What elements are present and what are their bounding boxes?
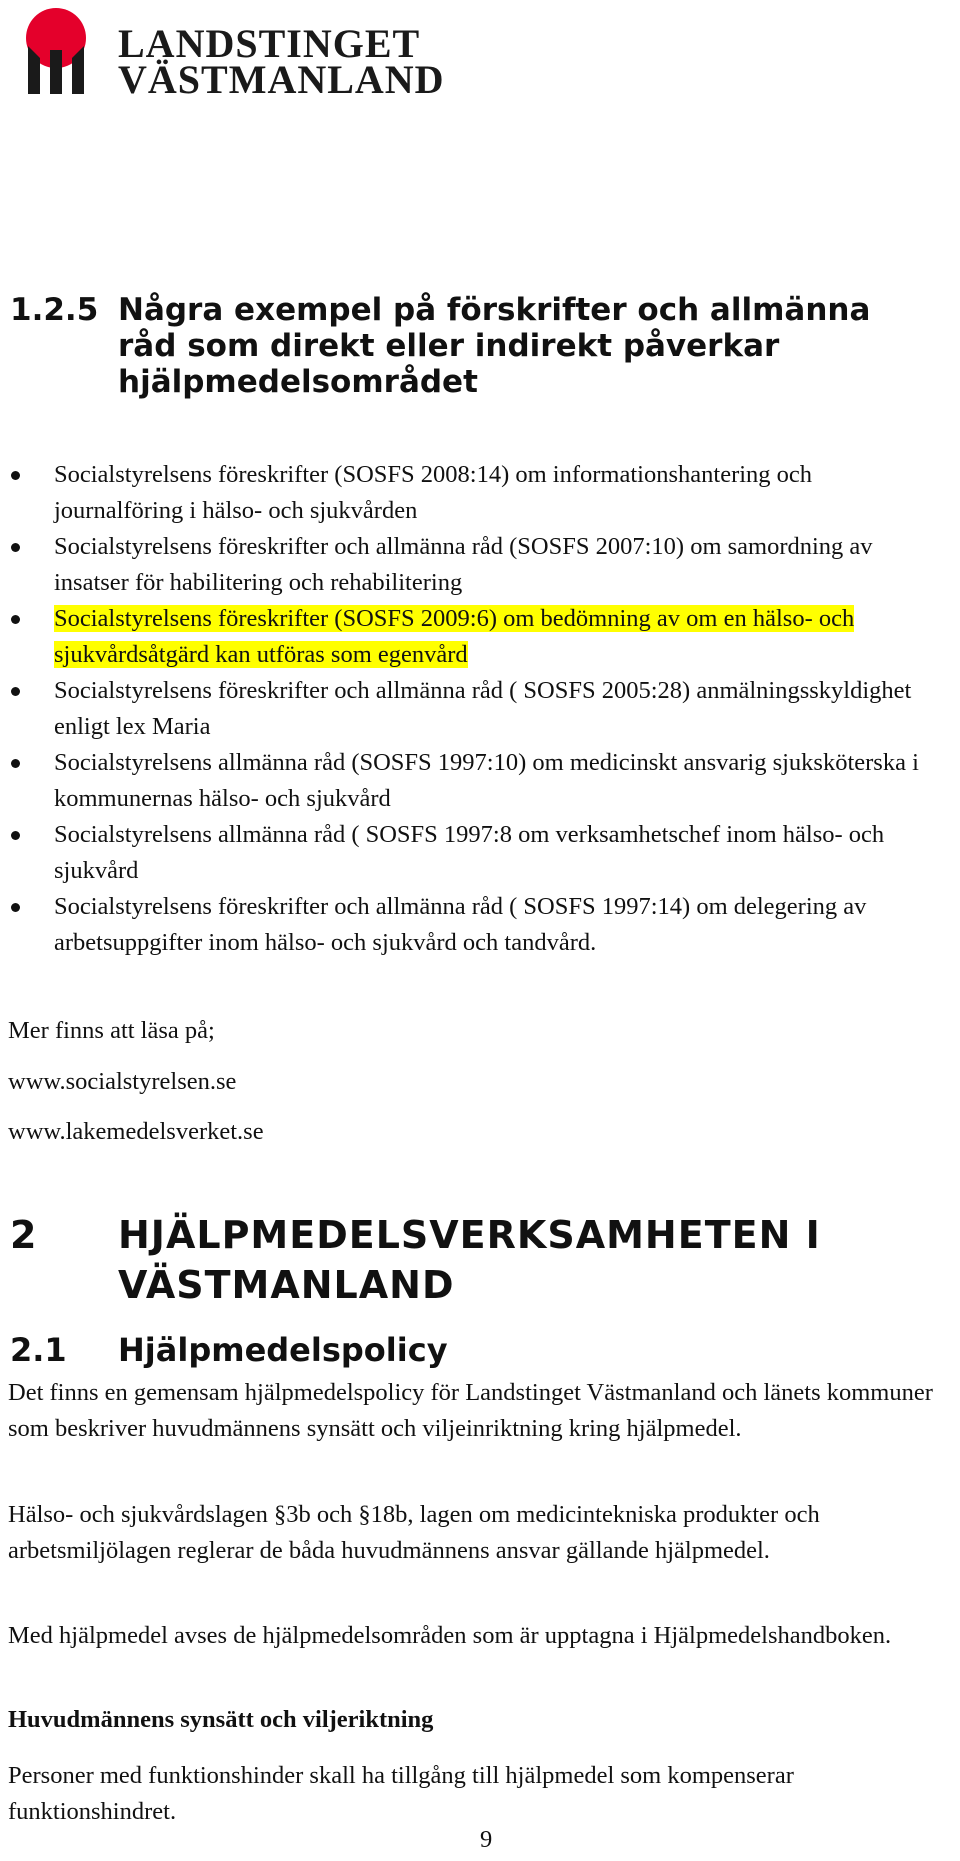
list-item-highlighted [0,601,944,673]
page-number: 9 [480,1826,493,1853]
bullet-icon [11,543,20,552]
list-item-text: Socialstyrelsens föreskrifter och allmänna råd ( SOSFS 2005:28) anmälningsskyldighet enligt lex Maria [54,677,912,740]
list-item [0,673,944,745]
list-item-text: Socialstyrelsens föreskrifter och allmänna råd ( SOSFS 1997:14) om delegering av arbetsuppgifter inom hälso- och sjukvård och tandvård. [54,893,867,956]
logo-text-line1: LANDSTINGET [118,21,421,66]
section-title: Några exempel på förskrifter och allmänna råd som direkt eller indirekt påverkar hjälpmedelsområdet [118,292,871,400]
list-item-text: Socialstyrelsens föreskrifter (SOSFS 2009:6) om bedömning av om en hälso- och sjukvårdsåtgärd kan utföras som egenvård [54,605,855,668]
list-item [0,889,944,961]
list-item [0,745,944,817]
chapter-number: 2 [10,1213,38,1257]
list-item-text: Socialstyrelsens föreskrifter (SOSFS 2008:14) om informationshantering och journalföring i hälso- och sjukvården [54,461,813,524]
link-lakemedelsverket[interactable]: www.lakemedelsverket.se [8,1118,264,1145]
link-socialstyrelsen[interactable]: www.socialstyrelsen.se [8,1068,237,1095]
more-reading-intro: Mer finns att läsa på; [8,1017,215,1044]
section-number: 1.2.5 [10,292,99,328]
paragraph-definition: Med hjälpmedel avses de hjälpmedelsområden som är upptagna i Hjälpmedelshandboken. [8,1622,892,1649]
regulations-list [0,457,960,961]
paragraph-policy: Det finns en gemensam hjälpmedelspolicy för Landstinget Västmanland och länets kommuner som beskriver huvudmännens synsätt och viljeinriktning kring hjälpmedel. [8,1379,933,1442]
bullet-icon [11,759,20,768]
list-item-text: Socialstyrelsens föreskrifter och allmänna råd (SOSFS 2007:10) om samordning av insatser för habilitering och rehabilitering [54,533,873,596]
list-item-text: Socialstyrelsens allmänna råd (SOSFS 1997:10) om medicinskt ansvarig sjuksköterska i kommunernas hälso- och sjukvård [54,749,919,812]
paragraph-access: Personer med funktionshinder skall ha tillgång till hjälpmedel som kompenserar funktionshindret. [8,1762,794,1825]
bullet-icon [11,831,20,840]
logo-emblem-icon [8,6,108,101]
list-item [0,529,944,601]
bullet-icon [11,615,20,624]
bullet-icon [11,471,20,480]
list-item [0,817,944,889]
subheading-synsatt: Huvudmännens synsätt och viljeriktning [8,1706,434,1733]
bullet-icon [11,687,20,696]
chapter-title: HJÄLPMEDELSVERKSAMHETEN I VÄSTMANLAND [118,1213,821,1307]
section-number: 2.1 [10,1331,67,1369]
paragraph-law: Hälso- och sjukvårdslagen §3b och §18b, lagen om medicintekniska produkter och arbetsmiljölagen reglerar de båda huvudmännens ansvar gällande hjälpmedel. [8,1501,820,1564]
bullet-icon [11,903,20,912]
list-item [0,457,944,529]
landstinget-logo [8,6,445,106]
list-item-text: Socialstyrelsens allmänna råd ( SOSFS 1997:8 om verksamhetschef inom hälso- och sjukvård [54,821,885,884]
section-title: Hjälpmedelspolicy [118,1331,448,1369]
logo-text-line2: VÄSTMANLAND [118,57,445,102]
